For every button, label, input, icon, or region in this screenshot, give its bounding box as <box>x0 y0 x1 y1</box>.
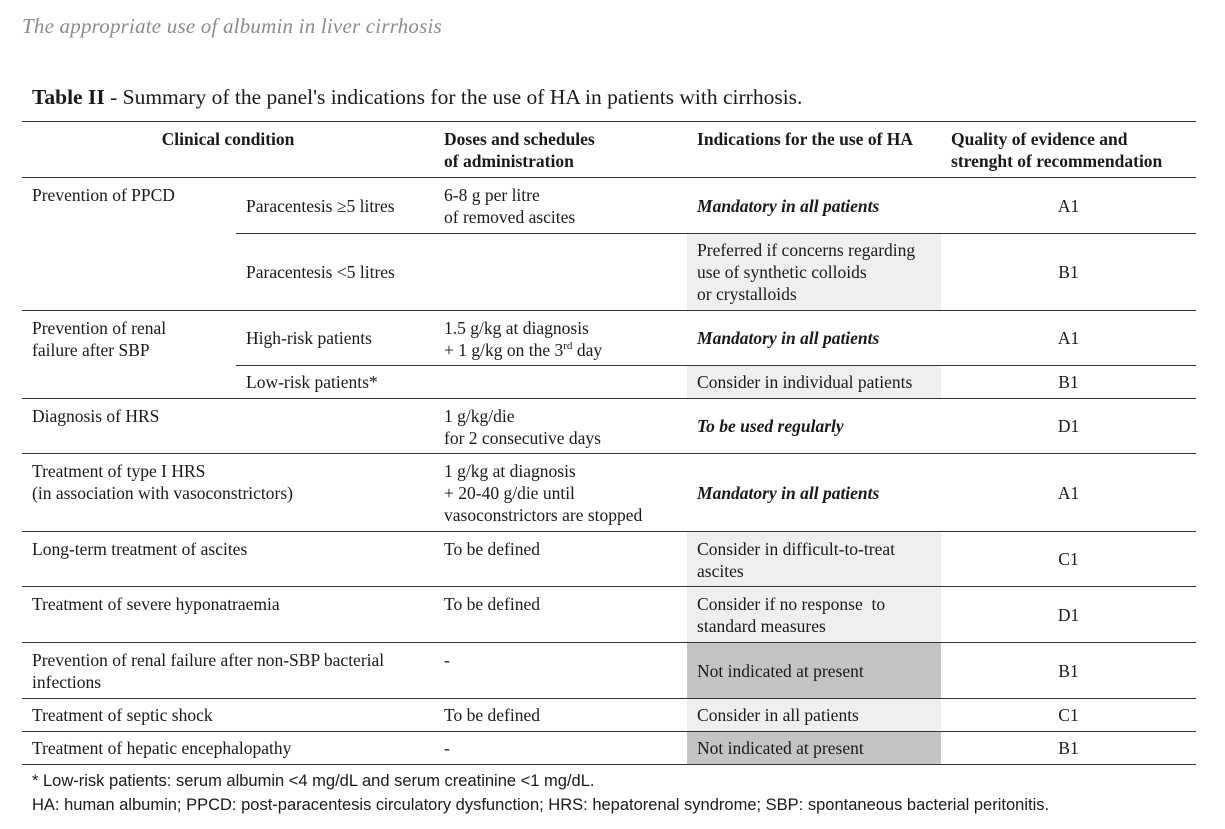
indication-cell: Not indicated at present <box>687 732 941 765</box>
condition-cell: Long-term treatment of ascites <box>32 539 248 559</box>
dose-cell: - <box>444 738 450 758</box>
grade-cell: B1 <box>1058 262 1079 282</box>
header-indications: Indications for the use of HA <box>697 129 914 149</box>
indications-table <box>22 121 1196 765</box>
subcondition-cell: Paracentesis <5 litres <box>246 262 395 282</box>
dose-cell: 6-8 g per litre of removed ascites <box>434 178 687 234</box>
grade-cell: B1 <box>1058 660 1079 681</box>
indication-cell: Consider in all patients <box>687 699 941 732</box>
table-row <box>22 643 1196 699</box>
dose-cell: 1.5 g/kg at diagnosis + 1 g/kg on the 3rd day <box>434 311 687 366</box>
indication-cell: Not indicated at present <box>687 643 941 699</box>
dose-cell <box>434 366 687 399</box>
footnote-abbreviations: HA: human albumin; PPCD: post-paracentesis circulatory dysfunction; HRS: hepatorenal syndrome; SBP: spontaneous bacterial peritonitis. <box>32 796 1050 814</box>
dose-cell: To be defined <box>444 705 540 725</box>
indication-cell: To be used regularly <box>697 416 844 436</box>
indication-cell: Consider in difficult-to-treat ascites <box>687 532 941 587</box>
condition-cell: Prevention of renal failure after SBP <box>32 318 167 360</box>
grade-cell: B1 <box>1058 372 1079 392</box>
indication-cell: Consider in individual patients <box>687 366 941 399</box>
dose-cell: To be defined <box>444 594 540 614</box>
table-row <box>22 699 1196 732</box>
grade-cell: B1 <box>1058 738 1079 758</box>
grade-cell: C1 <box>1058 705 1079 725</box>
dose-cell: 1 g/kg/die for 2 consecutive days <box>444 406 601 448</box>
table-caption-text: - Summary of the panel's indications for the use of HA in patients with cirrhosis. <box>104 85 803 109</box>
indication-cell: Mandatory in all patients <box>687 178 941 234</box>
dose-cell: - <box>444 650 450 670</box>
table-row <box>22 311 1196 366</box>
grade-cell: C1 <box>1058 549 1079 569</box>
grade-cell: A1 <box>941 311 1196 366</box>
grade-cell: A1 <box>1057 482 1080 503</box>
condition-cell: Treatment of severe hyponatraemia <box>32 594 280 614</box>
table-row <box>22 532 1196 587</box>
dose-cell: 1 g/kg at diagnosis + 20-40 g/die until vasoconstrictors are stopped <box>444 461 643 525</box>
grade-cell: D1 <box>1057 416 1080 436</box>
condition-cell: Diagnosis of HRS <box>32 406 160 426</box>
condition-cell: Prevention of renal failure after non-SBP bacterial infections <box>32 650 385 692</box>
table-row <box>22 178 1196 234</box>
table-label: Table II <box>32 85 105 109</box>
table-row <box>22 732 1196 765</box>
indication-cell: Mandatory in all patients <box>687 311 941 366</box>
subcondition-cell: Low-risk patients* <box>246 372 378 392</box>
header-clinical-condition: Clinical condition <box>161 129 295 149</box>
subcondition-cell: High-risk patients <box>236 311 434 366</box>
grade-cell: A1 <box>941 178 1196 234</box>
header-quality: Quality of evidence and strenght of recommendation <box>951 129 1163 171</box>
condition-cell: Prevention of PPCD <box>32 185 175 205</box>
dose-cell <box>434 234 687 311</box>
indication-cell: Preferred if concerns regarding use of synthetic colloids or crystalloids <box>687 234 941 311</box>
indication-cell: Mandatory in all patients <box>697 482 880 503</box>
table-caption <box>32 85 802 110</box>
grade-cell: D1 <box>1057 604 1080 625</box>
subcondition-cell: Paracentesis ≥5 litres <box>236 178 434 234</box>
footnote-low-risk: * Low-risk patients: serum albumin <4 mg/dL and serum creatinine <1 mg/dL. <box>32 772 595 790</box>
dose-cell: To be defined <box>444 539 540 559</box>
table-header-row <box>22 122 1196 178</box>
running-head: The appropriate use of albumin in liver cirrhosis <box>22 14 442 38</box>
table-row <box>22 454 1196 532</box>
indication-cell: Consider if no response to standard measures <box>687 587 941 643</box>
condition-cell: Treatment of septic shock <box>32 705 213 725</box>
condition-cell: Treatment of type I HRS (in association with vasoconstrictors) <box>32 461 293 503</box>
table-row <box>22 399 1196 454</box>
condition-cell: Treatment of hepatic encephalopathy <box>32 738 292 758</box>
header-doses: Doses and schedules of administration <box>444 129 595 171</box>
table-row <box>22 587 1196 643</box>
